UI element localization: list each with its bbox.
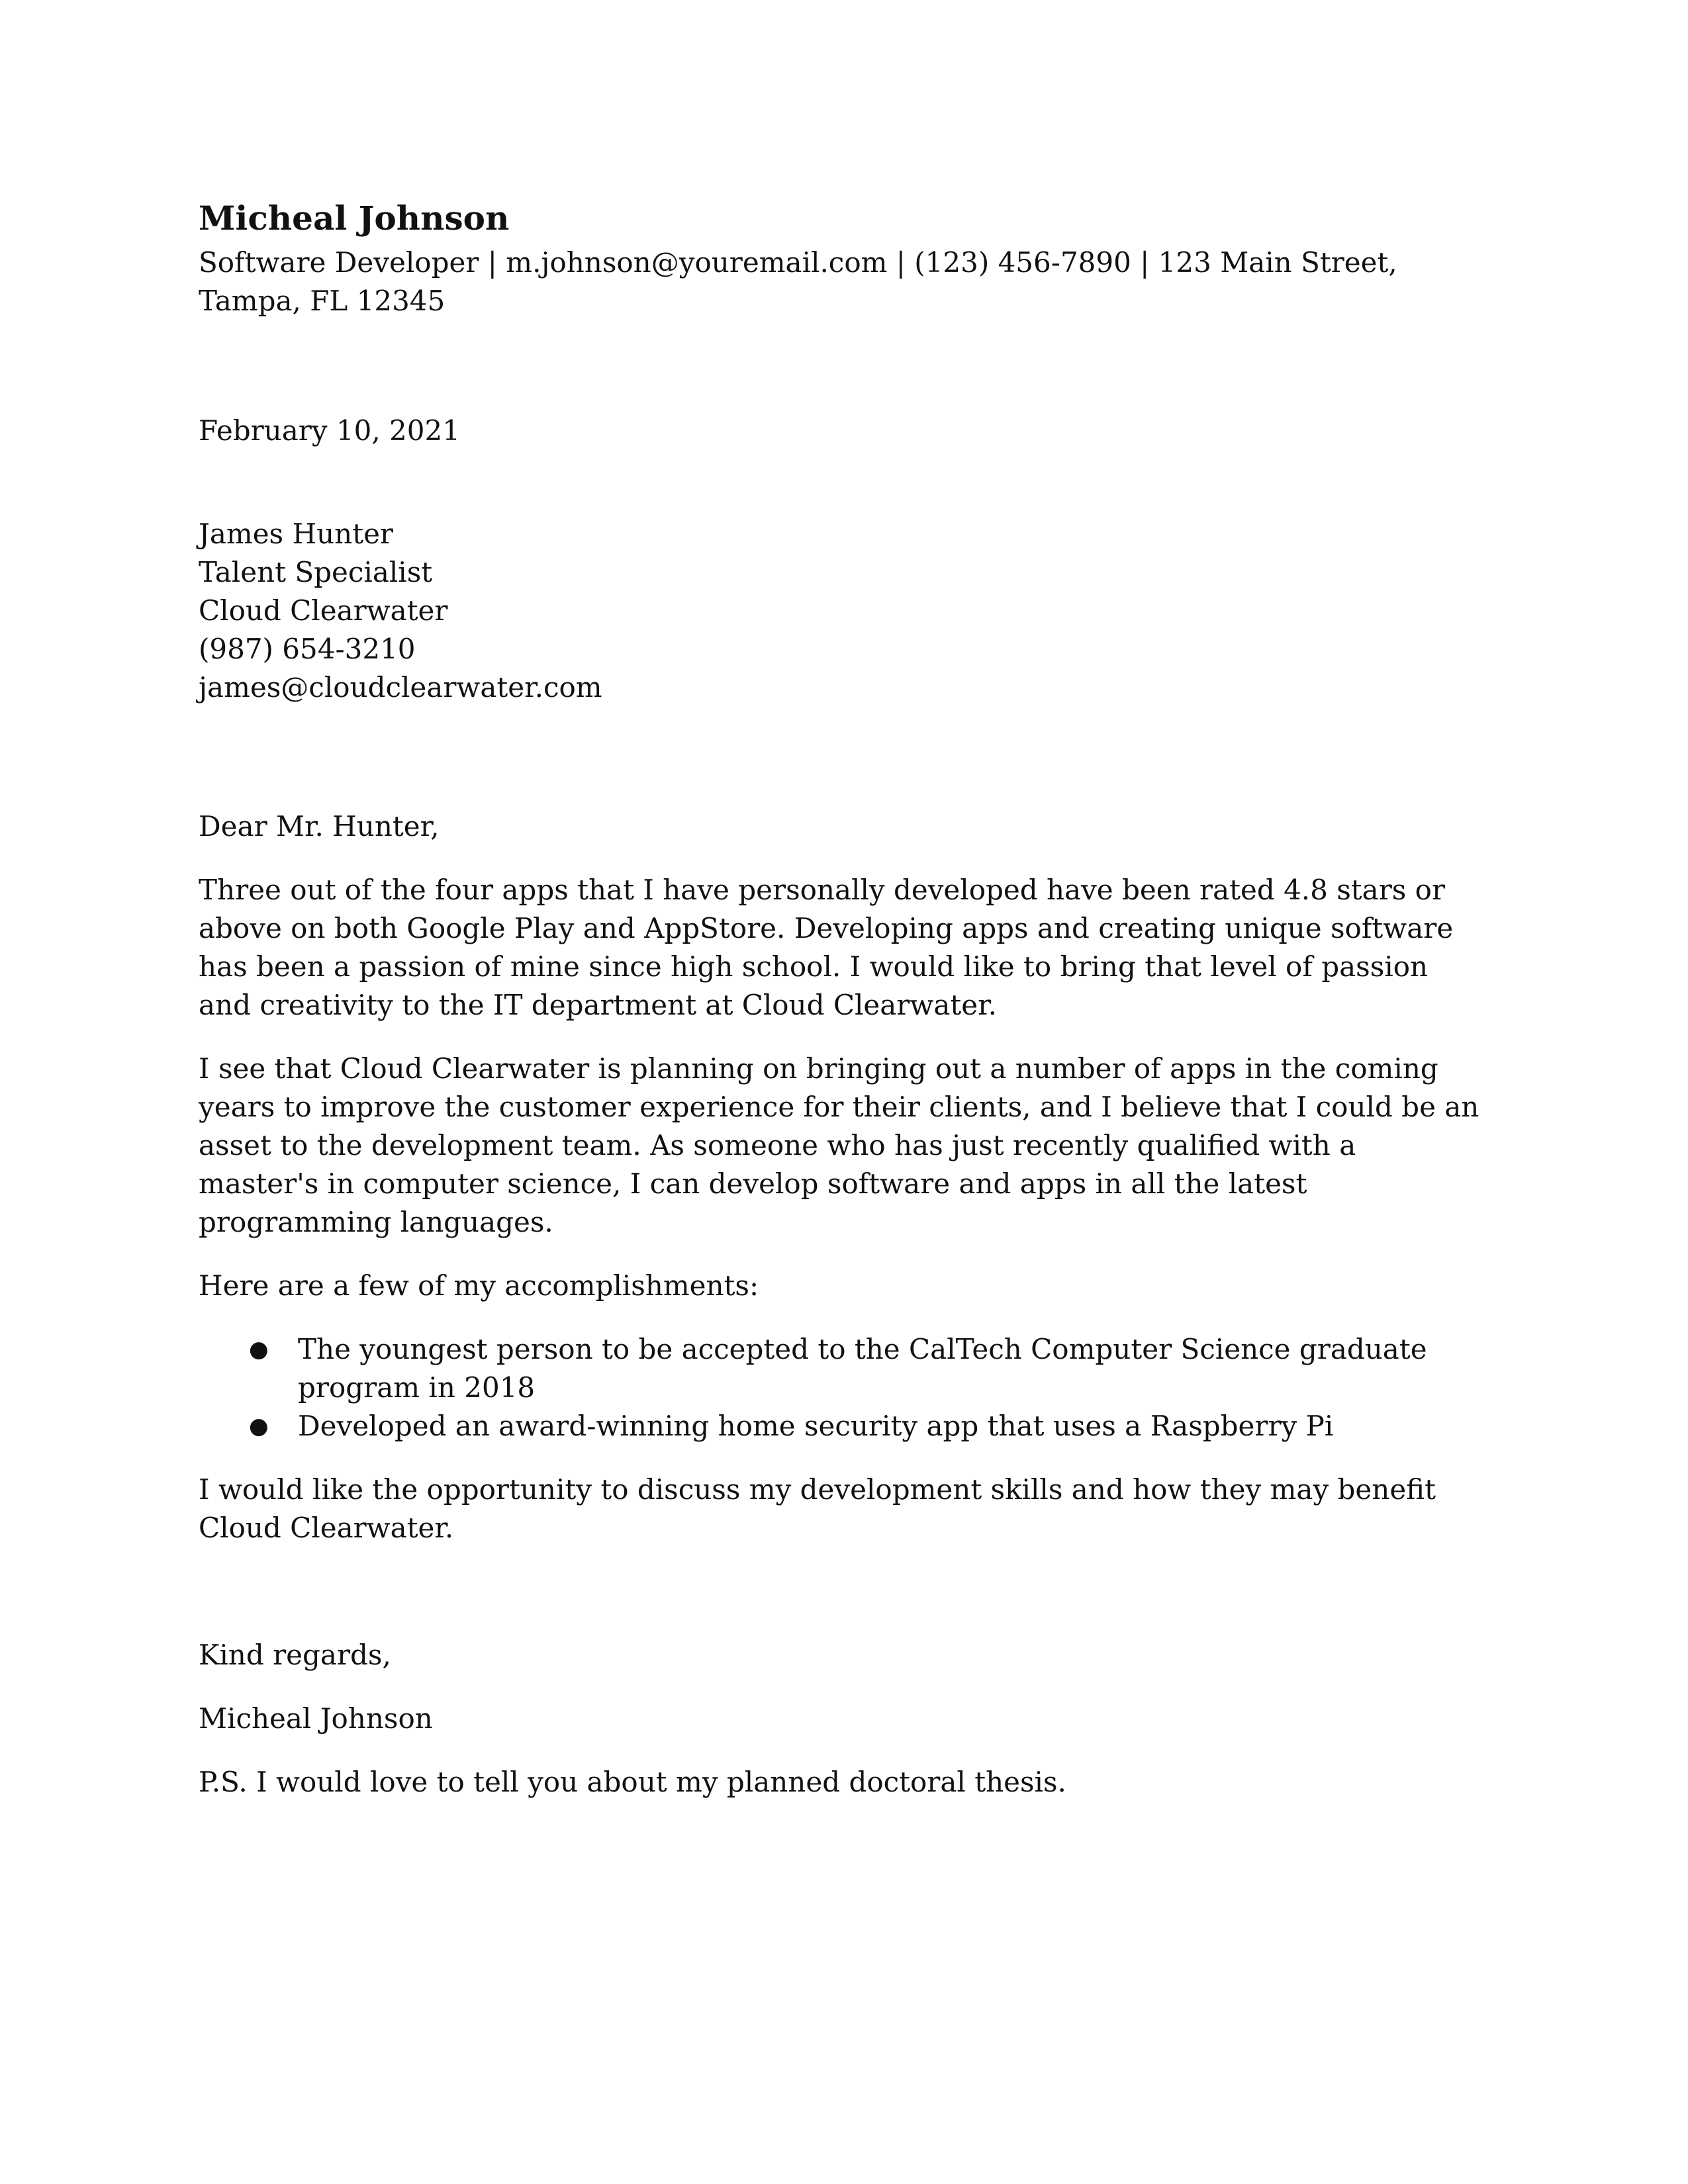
recipient-name: James Hunter (199, 518, 393, 550)
recipient-phone: (987) 654-3210 (199, 633, 416, 665)
closing-paragraph: I would like the opportunity to discuss my development skills and how they may benefit Cloud Clearwater. (199, 1473, 1436, 1544)
sender-contact-line: Software Developer | m.johnson@youremail.com | (123) 456-7890 | 123 Main Street, Tampa, FL 12345 (199, 246, 1397, 317)
signature-name: Micheal Johnson (199, 1702, 433, 1735)
bullet-icon: ● (249, 1413, 269, 1439)
letter-date: February 10, 2021 (199, 414, 460, 447)
signoff: Kind regards, (199, 1639, 391, 1671)
accomplishments-list (199, 1330, 1483, 1445)
list-item (199, 1407, 1483, 1445)
accomplishments-intro: Here are a few of my accomplishments: (199, 1269, 759, 1302)
cover-letter-page (199, 199, 1483, 1801)
bullet-icon: ● (249, 1336, 269, 1363)
list-item (199, 1330, 1483, 1407)
sender-name: Micheal Johnson (199, 199, 510, 238)
body-paragraph-1: Three out of the four apps that I have personally developed have been rated 4.8 stars or above on both Google Play and AppStore. Developing apps and creating unique software has been a passion of mine since high school. I would like to bring that level of passion and creativity to the IT department at Cloud Clearwater. (199, 874, 1454, 1021)
accomplishment-text: Developed an award-winning home security app that uses a Raspberry Pi (298, 1410, 1334, 1442)
body-paragraph-2: I see that Cloud Clearwater is planning on bringing out a number of apps in the coming years to improve the customer experience for their clients, and I believe that I could be an asset to the development team. As someone who has just recently qualified with a master's in computer science, I can develop software and apps in all the latest programming languages. (199, 1052, 1479, 1238)
recipient-email: james@cloudclearwater.com (199, 671, 602, 704)
accomplishment-text: The youngest person to be accepted to the CalTech Computer Science graduate program in 2018 (298, 1333, 1427, 1404)
recipient-title: Talent Specialist (199, 556, 433, 588)
recipient-block (199, 515, 1483, 707)
salutation: Dear Mr. Hunter, (199, 810, 440, 842)
postscript: P.S. I would love to tell you about my planned doctoral thesis. (199, 1766, 1066, 1798)
recipient-company: Cloud Clearwater (199, 594, 448, 627)
